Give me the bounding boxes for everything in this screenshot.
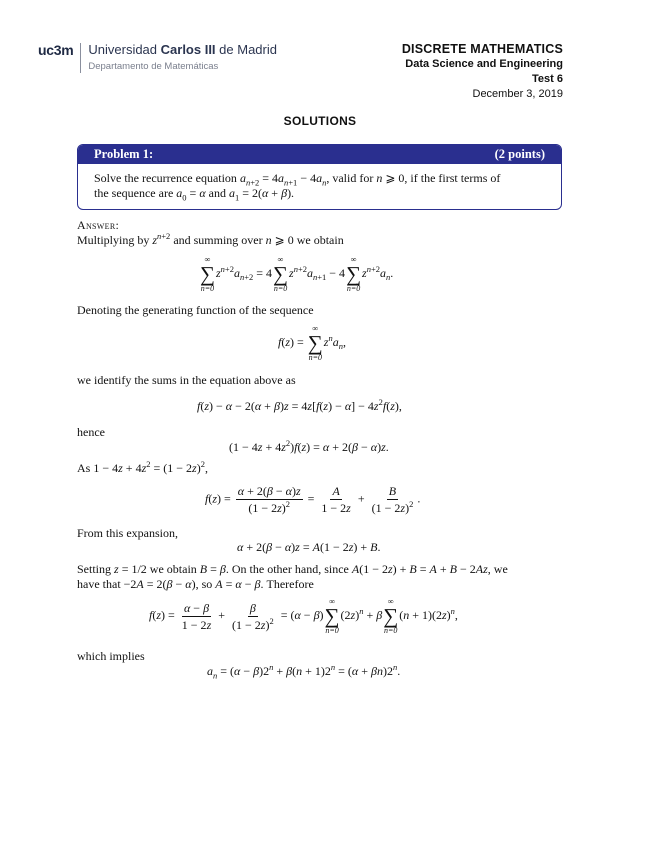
test-number: Test 6 <box>532 73 563 85</box>
logo-divider <box>80 43 81 73</box>
university-prefix: Universidad <box>88 42 161 57</box>
page-title: SOLUTIONS <box>283 114 357 128</box>
problem-box <box>77 144 562 210</box>
equation-series: f(z) = $\frac{\alpha - \beta}{1 - 2z}$ + $\frac{\beta}{(1 - 2z)^2}$ = (α − β) ∞ ∑ n=0 $(2z)^n + \beta$ ∞ ∑ n=0 $(n + 1)(2z)^n$, <box>149 597 458 635</box>
as-text: As <box>77 461 91 475</box>
problem-label: Problem 1: <box>94 147 154 161</box>
denote-line: Denoting the generating function of the sequence <box>77 303 314 317</box>
intro-text-1: Multiplying by <box>77 233 150 247</box>
university-suffix: de Madrid <box>215 42 277 57</box>
course-title: DISCRETE MATHEMATICS <box>401 42 563 56</box>
intro-line: Multiplying by $z^{n+2}$ and summing over n ⩾ 0 we obtain <box>77 231 344 247</box>
logo-text <box>88 42 277 73</box>
intro-text-2: and summing over <box>173 233 263 247</box>
setting-line-2: have that −2A = 2(β − α), so A = α − β. Therefore <box>77 577 314 591</box>
answer-label: Answer: <box>77 218 120 232</box>
as-line: As $1 - 4z + 4z^2 = (1 - 2z)^2$, <box>77 459 208 475</box>
university-bold: Carlos III <box>160 42 216 57</box>
department-name: Departamento de Matemáticas <box>88 61 219 72</box>
equation-hence: $(1 - 4z + 4z^2)f(z) = \alpha + 2(\beta - \alpha)z$. <box>229 438 389 454</box>
problem-statement: Solve the recurrence equation $a_{n+2} = 4a_{n+1} - 4a_n$, valid for n ⩾ 0, if the first terms of the sequence are $a_0 = \alpha$ and $a_1 = 2(\alpha + \beta)$. <box>94 171 501 203</box>
equation-expansion: α + 2(β − α)z = A(1 − 2z) + B. <box>237 540 381 554</box>
program-name: Data Science and Engineering <box>405 58 563 70</box>
course-info <box>402 42 563 102</box>
intro-text-3: we obtain <box>296 233 344 247</box>
equation-summed-recurrence: ∞ ∑ n=0 $z^{n+2}a_{n+2} = 4$ ∞ ∑ n=0 $z^{n+2}a_{n+1} - 4$ ∞ ∑ n=0 $z^{n+2}a_n$. <box>200 255 394 293</box>
problem-header <box>78 145 561 164</box>
test-date: December 3, 2019 <box>472 88 563 100</box>
equation-partial-fractions: f(z) = $\frac{\alpha + 2(\beta - \alpha)z}{(1 - 2z)^2}$ = $\frac{A}{1 - 2z}$ + $\frac{B}{(1 - 2z)^2}$ . <box>205 484 421 515</box>
equation-identified-sums: $f(z) - \alpha - 2(\alpha + \beta)z = 4z[f(z) - \alpha] - 4z^2f(z)$, <box>197 397 402 413</box>
setting-line-1: Setting z = 1/2 we obtain B = β. On the other hand, since A(1 − 2z) + B = A + B − 2Az, we <box>77 562 508 576</box>
logo-mark: uc3m <box>38 42 74 58</box>
university-logo <box>38 42 277 73</box>
from-line: From this expansion, <box>77 526 178 540</box>
problem-points: (2 points) <box>494 147 545 161</box>
hence-line: hence <box>77 425 105 439</box>
implies-line: which implies <box>77 649 145 663</box>
university-name <box>88 42 277 58</box>
identify-line: we identify the sums in the equation above as <box>77 373 296 387</box>
equation-final: $a_n = (\alpha - \beta)2^n + \beta(n + 1)2^n = (\alpha + \beta n)2^n$. <box>207 662 401 681</box>
therefore-text: Therefore <box>266 577 314 591</box>
equation-generating-function: f(z) = ∞ ∑ n=0 $z^na_n$, <box>278 324 346 362</box>
